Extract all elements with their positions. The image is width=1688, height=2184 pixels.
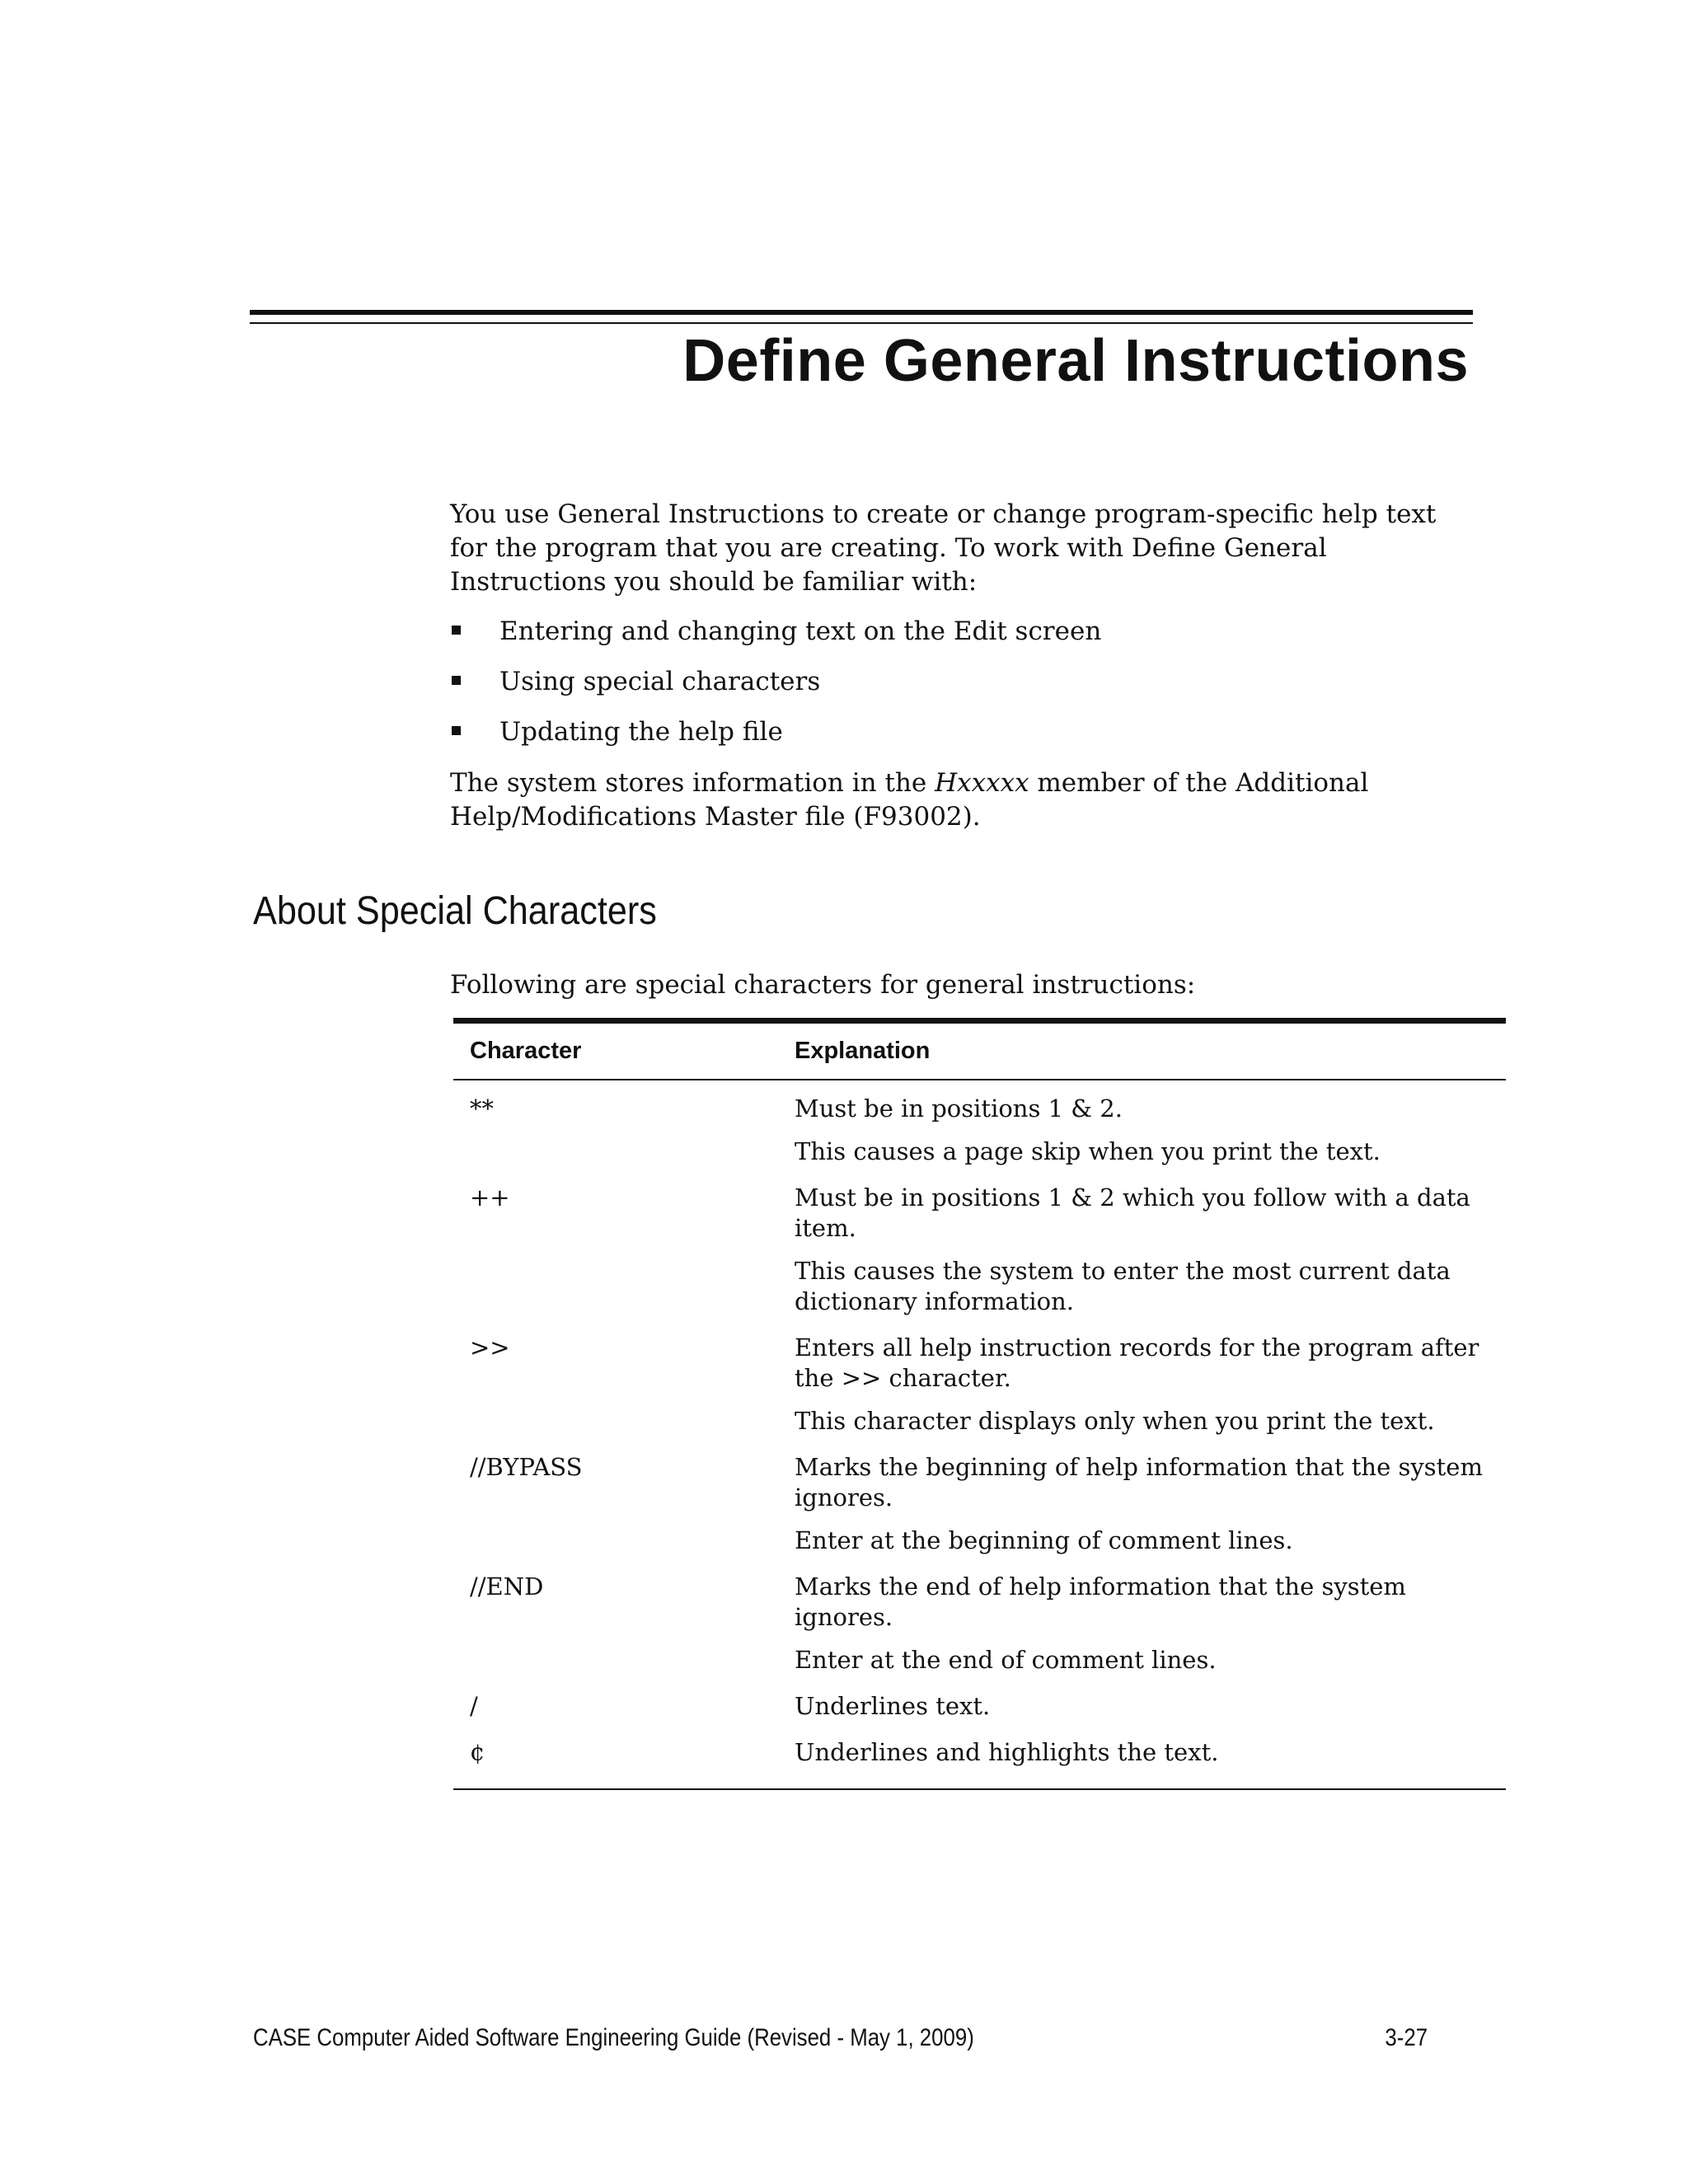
table-row [453,1179,1506,1329]
explanation-line: Underlines and highlights the text. [795,1738,1219,1766]
intro-paragraph: You use General Instructions to create or change program-specific help text for the program that you are creating. To work with Define General Instructions you should be familiar with: [450,499,1437,597]
table-row [453,1090,1506,1179]
storage-note-before: The system stores information in the [450,768,935,798]
character-cell: >> [470,1333,510,1361]
table-body [453,1080,1506,1788]
list-item-text: Entering and changing text on the Edit screen [499,616,1102,646]
explanation-line: Enters all help instruction records for the program after the >> character. [795,1333,1479,1392]
explanation-cell [795,1179,1506,1317]
chapter-rule-thick [250,310,1473,315]
explanation-cell [795,1449,1506,1556]
table-lead: Following are special characters for general instructions: [450,970,1196,1000]
storage-note-after: member of the Additional Help/Modifications Master file (F93002). [450,768,1369,832]
list-item [450,615,1101,665]
square-bullet-icon [452,676,461,685]
footer-document-title: CASE Computer Aided Software Engineering Guide (Revised - May 1, 2009) [253,2024,974,2051]
prerequisite-list [450,615,1101,766]
explanation-line: Enter at the end of comment lines. [795,1646,1217,1674]
list-item [450,665,1101,715]
explanation-line: Marks the beginning of help information that the system ignores. [795,1453,1483,1511]
square-bullet-icon [452,626,461,635]
member-name: Hxxxxx [935,768,1029,798]
explanation-line: This causes the system to enter the most current data dictionary information. [795,1257,1451,1315]
table-row [453,1329,1506,1449]
explanation-cell [795,1688,1506,1722]
explanation-line: Must be in positions 1 & 2. [795,1094,1123,1122]
square-bullet-icon [452,726,461,735]
explanation-cell [795,1090,1506,1167]
list-item [450,715,1101,766]
chapter-title: Define General Instructions [682,328,1469,394]
section-heading: About Special Characters [253,889,657,933]
character-cell: ++ [470,1183,510,1212]
table-header [453,1024,1506,1080]
character-cell: //END [470,1572,544,1601]
list-item-text: Updating the help file [499,717,783,747]
chapter-rule-thin [250,322,1473,324]
explanation-line: Marks the end of help information that the system ignores. [795,1572,1406,1631]
column-header-explanation: Explanation [795,1038,931,1064]
character-cell: / [470,1692,478,1720]
footer-page-number: 3-27 [1385,2024,1428,2051]
explanation-line: This character displays only when you print the text. [795,1407,1435,1435]
character-cell: ** [470,1094,494,1122]
character-cell: ¢ [470,1738,485,1766]
list-item-text: Using special characters [499,667,821,696]
table-row [453,1734,1506,1780]
character-cell: //BYPASS [470,1453,583,1481]
explanation-line: Enter at the beginning of comment lines. [795,1526,1293,1554]
explanation-cell [795,1568,1506,1675]
table-row [453,1688,1506,1734]
column-header-character: Character [470,1038,582,1064]
storage-note [450,766,1456,834]
table-row [453,1568,1506,1688]
table-row [453,1449,1506,1568]
special-characters-table [453,1018,1506,1790]
explanation-line: This causes a page skip when you print the text. [795,1137,1381,1165]
explanation-line: Underlines text. [795,1692,991,1720]
explanation-line: Must be in positions 1 & 2 which you follow with a data item. [795,1183,1470,1242]
explanation-cell [795,1329,1506,1436]
explanation-cell [795,1734,1506,1768]
